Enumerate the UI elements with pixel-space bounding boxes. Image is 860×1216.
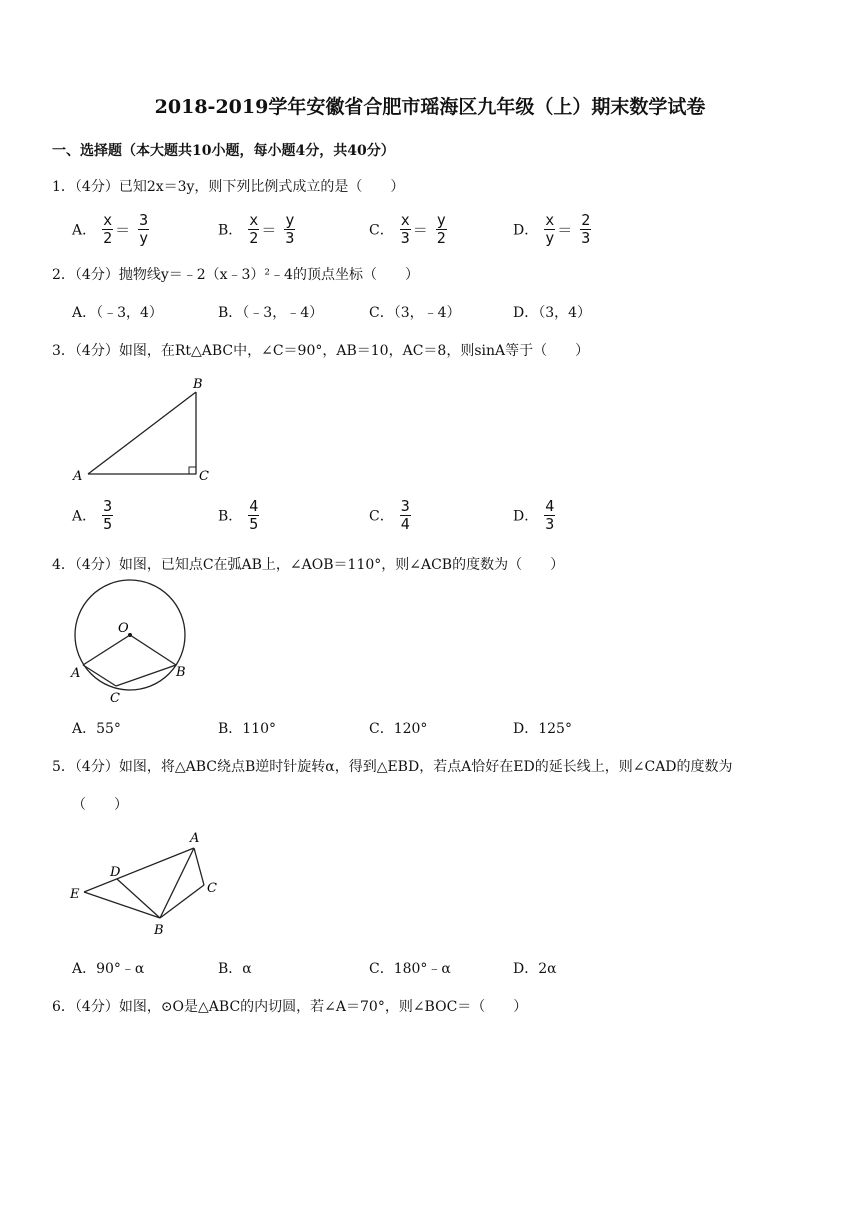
figure-right-triangle (68, 372, 228, 488)
section-heading: 一、选择题（本大题共10小题，每小题4分，共40分） (52, 143, 395, 159)
question-1-option-c: C． $\frac{x}{3}$ ＝ $\frac{y}{2}$ (369, 211, 446, 247)
question-4-option-b: B．110° (218, 721, 277, 737)
label-D: D (110, 865, 121, 880)
figure-circle-arc (66, 578, 196, 708)
question-4-option-d: D．125° (513, 721, 572, 737)
label-B: B (176, 665, 186, 680)
fraction: $\frac{y}{2}$ (436, 211, 446, 247)
label-C: C (110, 691, 120, 706)
question-2-option-a: A．（﹣3，4） (72, 305, 163, 321)
fraction: $\frac{x}{2}$ (249, 211, 259, 247)
question-3-stem: 3．（4分）如图，在Rt△ABC中，∠C＝90°，AB＝10，AC＝8，则sinA等于（ ） (52, 343, 590, 359)
label-A: A (71, 666, 81, 681)
fraction: $\frac{3}{4}$ (400, 497, 410, 533)
question-6-stem: 6．（4分）如图，⊙O是△ABC的内切圆，若∠A＝70°，则∠BOC＝（ ） (52, 999, 528, 1015)
fraction: $\frac{x}{3}$ (400, 211, 410, 247)
fraction: $\frac{y}{3}$ (285, 211, 295, 247)
question-5-option-a: A．90°﹣α (72, 961, 145, 977)
question-3-option-b: B． $\frac{4}{5}$ (218, 497, 259, 533)
question-5-option-c: C．180°﹣α (369, 961, 451, 977)
question-4-option-c: C．120° (369, 721, 428, 737)
question-2-stem: 2．（4分）抛物线y＝﹣2（x﹣3）²﹣4的顶点坐标（ ） (52, 267, 419, 283)
question-5-option-b: B．α (218, 961, 252, 977)
fraction: $\frac{3}{5}$ (103, 497, 113, 533)
question-1-option-b: B． $\frac{x}{2}$ ＝ $\frac{y}{3}$ (218, 211, 295, 247)
fraction: $\frac{4}{5}$ (249, 497, 259, 533)
label-B: B (154, 923, 164, 938)
question-4-stem: 4．（4分）如图，已知点C在弧AB上，∠AOB＝110°，则∠ACB的度数为（ ） (52, 557, 565, 573)
question-3-option-c: C． $\frac{3}{4}$ (369, 497, 410, 533)
question-5-stem-continued: （ ） (72, 797, 128, 813)
question-3-option-a: A． $\frac{3}{5}$ (72, 497, 113, 533)
label-A: A (190, 831, 200, 846)
question-4-option-a: A．55° (72, 721, 121, 737)
figure-rotated-triangles (66, 826, 231, 941)
fraction: $\frac{x}{y}$ (545, 211, 555, 247)
fraction: $\frac{4}{3}$ (545, 497, 555, 533)
label-B: B (193, 377, 203, 392)
question-2-option-d: D．（3，4） (513, 305, 592, 321)
label-A: A (73, 469, 83, 484)
label-E: E (70, 887, 80, 902)
label-C: C (199, 469, 209, 484)
question-2-option-c: C．（3，﹣4） (369, 305, 461, 321)
question-1-option-a: A． $\frac{x}{2}$ ＝ $\frac{3}{y}$ (72, 211, 149, 247)
question-2-option-b: B．（﹣3，﹣4） (218, 305, 324, 321)
page-title: 2018-2019学年安徽省合肥市瑶海区九年级（上）期末数学试卷 (154, 96, 706, 118)
question-5-stem: 5．（4分）如图，将△ABC绕点B逆时针旋转α，得到△EBD，若点A恰好在ED的延长线上，则∠CAD的度数为 (52, 759, 733, 775)
fraction: $\frac{x}{2}$ (103, 211, 113, 247)
fraction: $\frac{2}{3}$ (581, 211, 591, 247)
question-1-stem: 1．（4分）已知2x＝3y，则下列比例式成立的是（ ） (52, 179, 405, 195)
label-O: O (118, 621, 129, 636)
question-5-option-d: D．2α (513, 961, 557, 977)
question-3-option-d: D． $\frac{4}{3}$ (513, 497, 555, 533)
question-1-option-d: D． $\frac{x}{y}$ ＝ $\frac{2}{3}$ (513, 211, 591, 247)
fraction: $\frac{3}{y}$ (139, 211, 149, 247)
label-C: C (207, 881, 217, 896)
